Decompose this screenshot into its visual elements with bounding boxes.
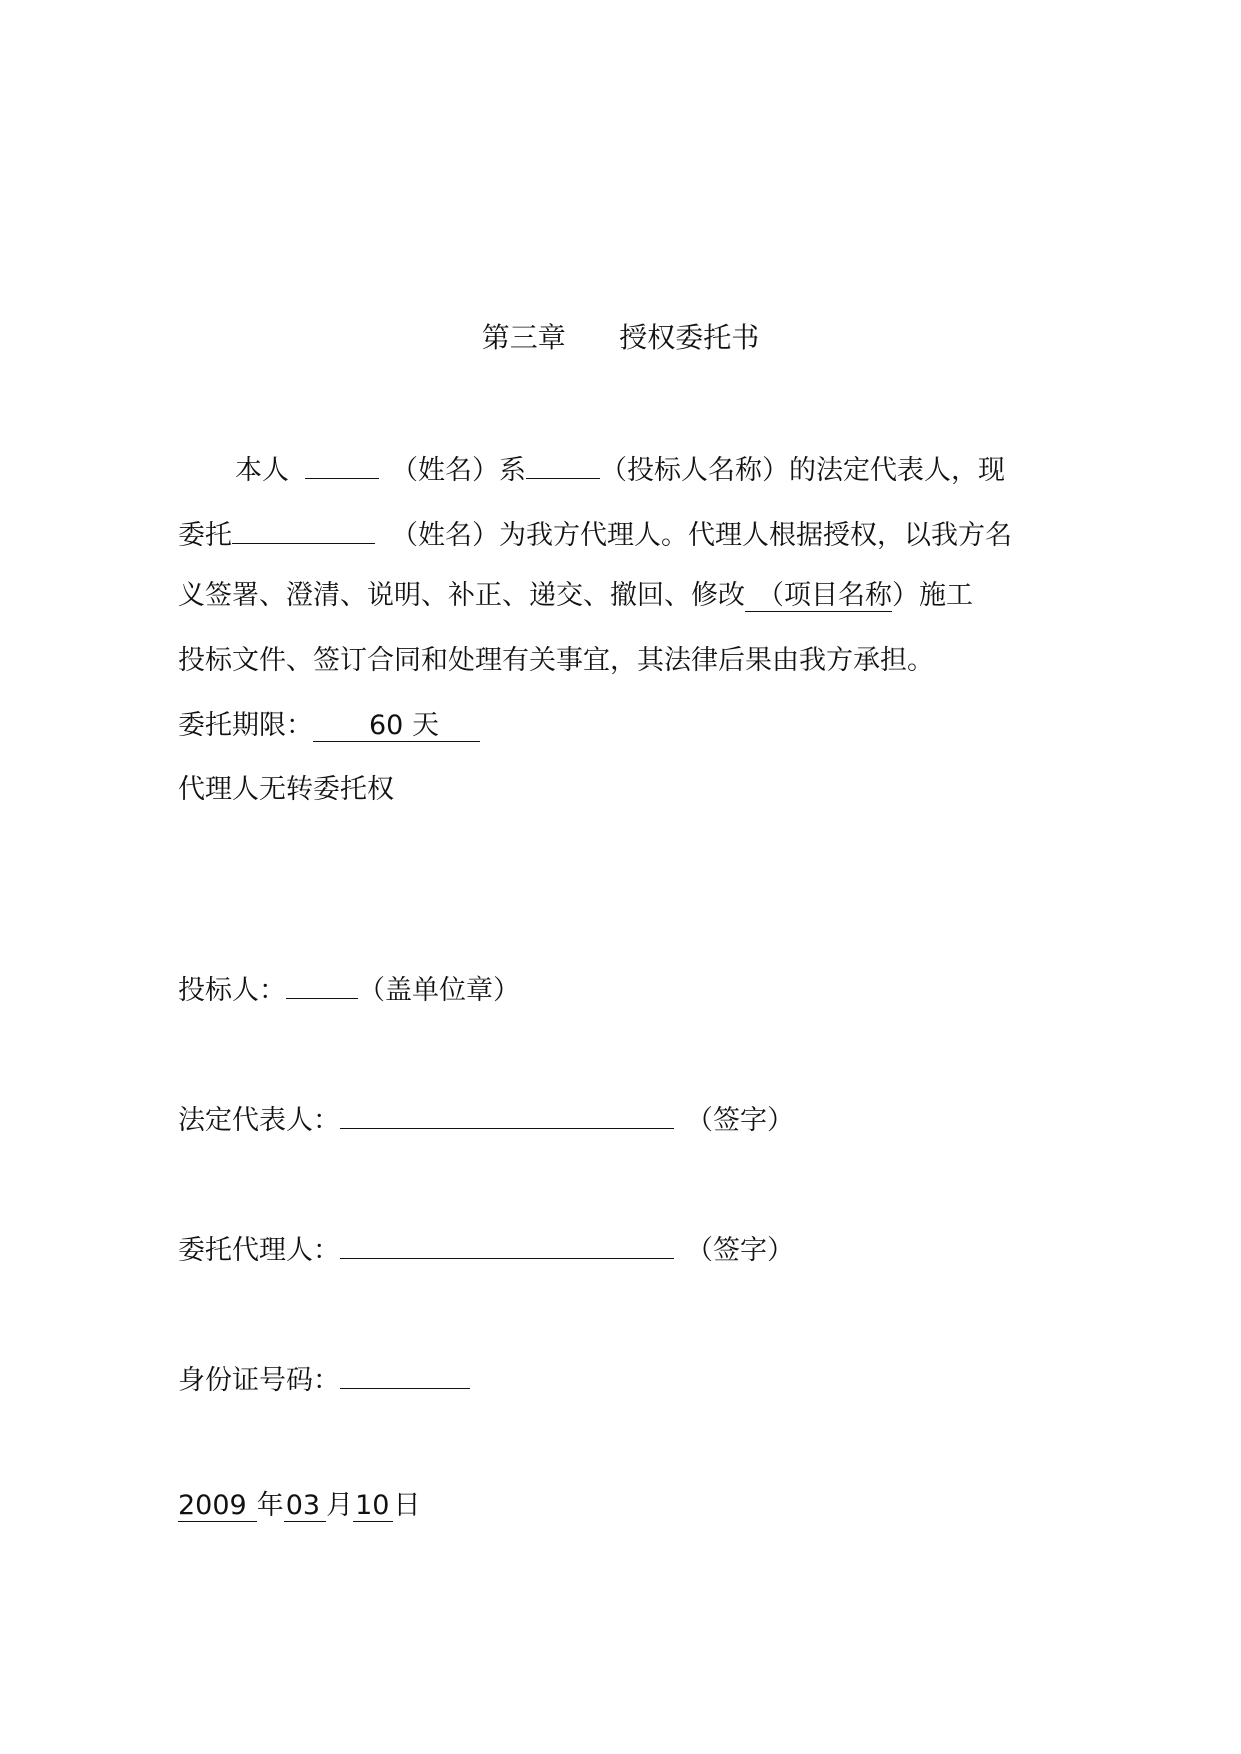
date-line xyxy=(178,1488,420,1524)
id-number-blank[interactable] xyxy=(340,1358,470,1389)
paragraph-line-4: 投标文件、签订合同和处理有关事宜，其法律后果由我方承担。 xyxy=(178,645,934,676)
bidder-suffix: （盖单位章） xyxy=(358,975,520,1006)
id-number-line xyxy=(178,1358,470,1399)
date-month[interactable]: 03 xyxy=(284,1491,326,1522)
project-name-label: （项目名称 xyxy=(757,580,892,611)
text-segment: 本人 xyxy=(235,455,289,486)
text-segment: 委托 xyxy=(178,520,232,551)
text-segment: 义签署、澄清、说明、补正、递交、撤回、修改 xyxy=(178,580,745,611)
legal-rep-signature-blank[interactable] xyxy=(340,1098,674,1129)
bidder-seal-blank[interactable] xyxy=(286,968,358,999)
date-year-unit: 年 xyxy=(256,1490,284,1521)
term-label: 委托期限： xyxy=(178,710,313,741)
date-month-unit: 月 xyxy=(326,1490,354,1521)
text-segment: （投标人名称）的法定代表人，现 xyxy=(600,455,1005,486)
term-line xyxy=(178,708,480,744)
project-name-blank[interactable] xyxy=(745,581,892,612)
paragraph-line-2 xyxy=(178,513,1012,554)
date-year[interactable]: 2009 xyxy=(178,1491,257,1522)
bidder-line xyxy=(178,968,520,1009)
legal-rep-suffix: （签字） xyxy=(686,1105,794,1136)
agent-name-blank[interactable] xyxy=(232,513,375,544)
document-title: 第三章 授权委托书 xyxy=(481,321,760,354)
date-day-unit: 日 xyxy=(393,1490,421,1521)
agent-signature-blank[interactable] xyxy=(340,1228,674,1259)
no-subdelegation-note: 代理人无转委托权 xyxy=(178,774,394,805)
text-segment: （姓名）系 xyxy=(391,455,526,486)
bidder-name-blank[interactable] xyxy=(526,448,600,479)
bidder-label: 投标人： xyxy=(178,975,286,1006)
term-value[interactable] xyxy=(313,711,480,742)
term-value-text: 60 天 xyxy=(369,710,439,741)
id-label: 身份证号码： xyxy=(178,1365,340,1396)
agent-line xyxy=(178,1228,794,1269)
paragraph-line-3 xyxy=(178,578,973,614)
agent-suffix: （签字） xyxy=(686,1235,794,1266)
agent-label: 委托代理人： xyxy=(178,1235,340,1266)
text-segment: （姓名）为我方代理人。代理人根据授权，以我方名 xyxy=(391,520,1012,551)
legal-rep-label: 法定代表人： xyxy=(178,1105,340,1136)
name-blank[interactable] xyxy=(305,448,379,479)
date-day[interactable]: 10 xyxy=(353,1491,393,1522)
legal-rep-line xyxy=(178,1098,794,1139)
text-segment: ）施工 xyxy=(892,580,973,611)
paragraph-line-1 xyxy=(178,448,1005,489)
